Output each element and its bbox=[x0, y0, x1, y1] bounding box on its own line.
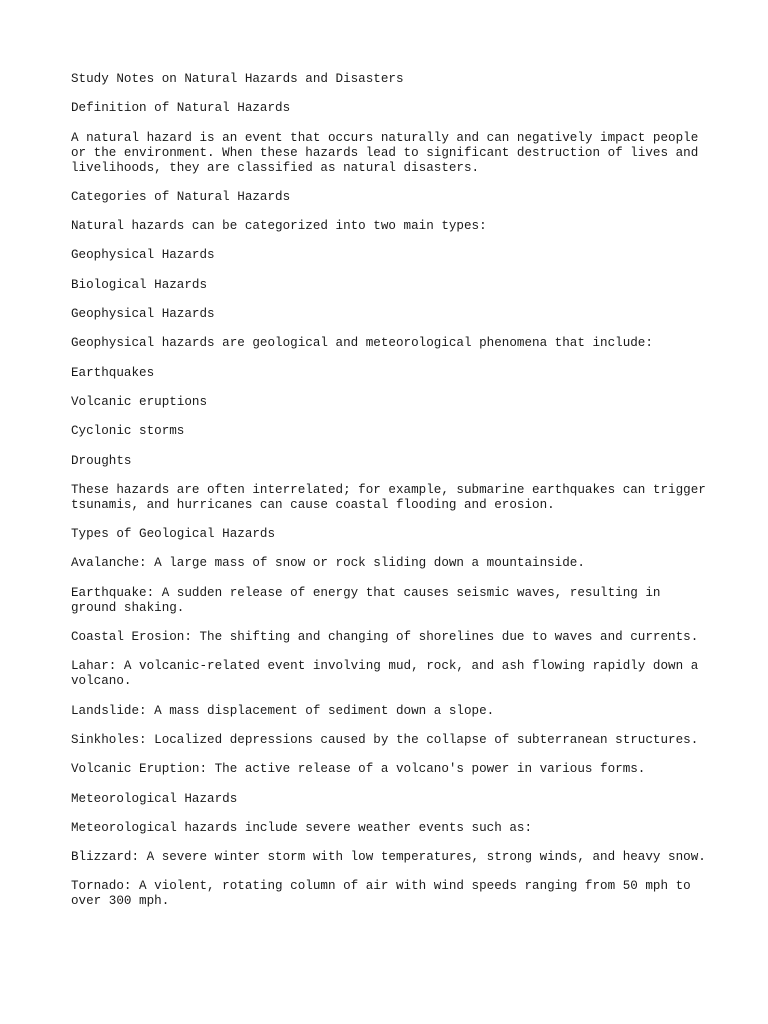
paragraph-meteorological-intro: Meteorological hazards include severe weather events such as: bbox=[71, 820, 533, 835]
list-item: Tornado: A violent, rotating column of air with wind speeds ranging from 50 mph to over 300 mph. bbox=[71, 879, 691, 909]
heading-geological-types: Types of Geological Hazards bbox=[71, 527, 276, 542]
document-title: Study Notes on Natural Hazards and Disasters bbox=[71, 72, 404, 86]
list-item: Lahar: A volcanic-related event involving mud, rock, and ash flowing rapidly down a volcano. bbox=[71, 659, 699, 689]
list-item: Earthquake: A sudden release of energy that causes seismic waves, resulting in ground shaking. bbox=[71, 585, 661, 615]
list-item: Sinkholes: Localized depressions caused by the collapse of subterranean structures. bbox=[71, 732, 699, 747]
list-item: Volcanic Eruption: The active release of a volcano's power in various forms. bbox=[71, 762, 646, 777]
heading-geophysical: Geophysical Hazards bbox=[71, 307, 215, 322]
paragraph-definition: A natural hazard is an event that occurs naturally and can negatively impact people or the environment. When these hazards lead to significant destruction of lives and livelihoods, they are classified as natural disasters. bbox=[71, 130, 699, 175]
paragraph-categories-intro: Natural hazards can be categorized into two main types: bbox=[71, 219, 487, 234]
list-item: Blizzard: A severe winter storm with low temperatures, strong winds, and heavy snow. bbox=[71, 850, 706, 865]
list-item: Coastal Erosion: The shifting and changing of shorelines due to waves and currents. bbox=[71, 630, 699, 645]
list-item: Earthquakes bbox=[71, 365, 155, 380]
list-item: Droughts bbox=[71, 453, 132, 468]
heading-definition: Definition of Natural Hazards bbox=[71, 101, 291, 116]
heading-categories: Categories of Natural Hazards bbox=[71, 189, 291, 204]
paragraph-geophysical-intro: Geophysical hazards are geological and meteorological phenomena that include: bbox=[71, 336, 653, 351]
heading-meteorological: Meteorological Hazards bbox=[71, 791, 238, 806]
list-item: Cyclonic storms bbox=[71, 424, 185, 439]
list-item: Volcanic eruptions bbox=[71, 394, 208, 409]
list-item: Biological Hazards bbox=[71, 277, 208, 292]
document-page bbox=[71, 72, 711, 924]
list-item: Avalanche: A large mass of snow or rock sliding down a mountainside. bbox=[71, 556, 585, 571]
list-item: Geophysical Hazards bbox=[71, 248, 215, 263]
list-item: Landslide: A mass displacement of sediment down a slope. bbox=[71, 703, 495, 718]
paragraph-interrelated: These hazards are often interrelated; for example, submarine earthquakes can trigger tsunamis, and hurricanes can cause coastal flooding and erosion. bbox=[71, 482, 706, 512]
